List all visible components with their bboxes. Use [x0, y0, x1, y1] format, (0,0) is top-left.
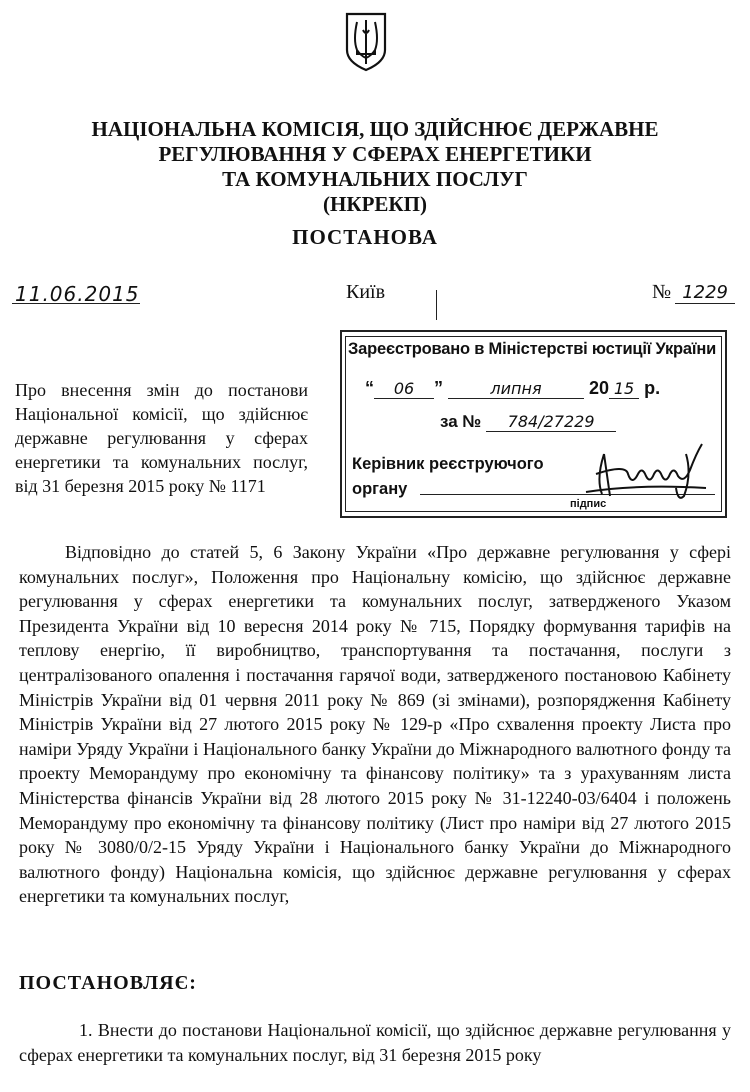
- stamp-year-suffix: 15: [609, 379, 639, 399]
- header-line: РЕГУЛЮВАННЯ У СФЕРАХ ЕНЕРГЕТИКИ: [158, 142, 592, 166]
- stamp-title: Зареєстровано в Міністерстві юстиції України: [348, 340, 717, 358]
- stamp-reg-number: 784/27229: [486, 412, 616, 432]
- preamble-paragraph: Відповідно до статей 5, 6 Закону України «Про державне регулювання у сфері комунальних послуг», Положення про Національну комісію, що здійснює державне регулювання у сферах енергетики та комунальних послуг, затвердженого Указом Президента України від 10 вересня 2014 року № 715, Порядку формування тарифів на теплову енергію, її виробництво, транспортування та постачання, послуги з централізованого опалення і постачання гарячої води, затвердженого постановою Кабінету Міністрів України від 01 червня 2011 року № 869 (зі змінами), розпорядження Кабінету Міністрів України від 27 лютого 2015 року № 129-р «Про схвалення проекту Листа про наміри Уряду України і Національного банку України до Міжнародного валютного фонду та проекту Меморандуму про економічну та фінансову політику» та з урахуванням листа Міністерства фінансів України від 28 лютого 2015 року № 31-12240-03/6404 і положень Меморандуму про економічну та фінансову політику (Лист про наміри від 27 лютого 2015 року № 3080/0/2-15 Уряду України і Національного банку України до Міжнародного валютного фонду) Національна комісія, що здійснює державне регулювання у сферах енергетики та комунальних послуг,: [19, 542, 731, 907]
- stamp-head-line: Керівник реєструючого: [352, 455, 544, 473]
- commission-header: [60, 117, 690, 217]
- margin-mark: [436, 290, 437, 320]
- signature-label: підпис: [570, 498, 607, 510]
- number-prefix: №: [652, 281, 672, 303]
- resolves-heading: ПОСТАНОВЛЯЄ:: [19, 972, 197, 994]
- clause-1: 1. Внести до постанови Національної комісії, що здійснює державне регулювання у сферах енергетики та комунальних послуг, від 31 березня 2015 року: [19, 1020, 731, 1065]
- decree-subject: Про внесення змін до постанови Національної комісії, що здійснює державне регулювання у сферах енергетики та комунальних послуг, від 31 березня 2015 року № 1171: [15, 380, 308, 496]
- stamp-head-line: органу: [352, 480, 408, 498]
- decree-number: [652, 281, 735, 304]
- handwritten-signature: [566, 424, 716, 504]
- stamp-day: 06: [374, 379, 434, 399]
- header-line: (НКРЕКП): [323, 192, 427, 216]
- city: Київ: [346, 281, 386, 303]
- header-line: НАЦІОНАЛЬНА КОМІСІЯ, ЩО ЗДІЙСНЮЄ ДЕРЖАВНЕ: [91, 117, 659, 141]
- date-underline: [12, 303, 140, 304]
- stamp-year-unit: р.: [644, 378, 661, 398]
- stamp-month: липня: [448, 379, 584, 399]
- decree-date: 11.06.2015: [15, 282, 140, 306]
- stamp-reg-prefix: за №: [440, 412, 482, 431]
- trident-emblem-icon: [343, 10, 389, 72]
- stamp-date-row: “ 06 ” липня 20 15 р.: [365, 378, 661, 398]
- decree-title: ПОСТАНОВА: [292, 225, 438, 249]
- stamp-year-prefix: 20: [589, 378, 610, 398]
- number-value: 1229: [675, 282, 735, 304]
- header-line: ТА КОМУНАЛЬНИХ ПОСЛУГ: [222, 167, 528, 191]
